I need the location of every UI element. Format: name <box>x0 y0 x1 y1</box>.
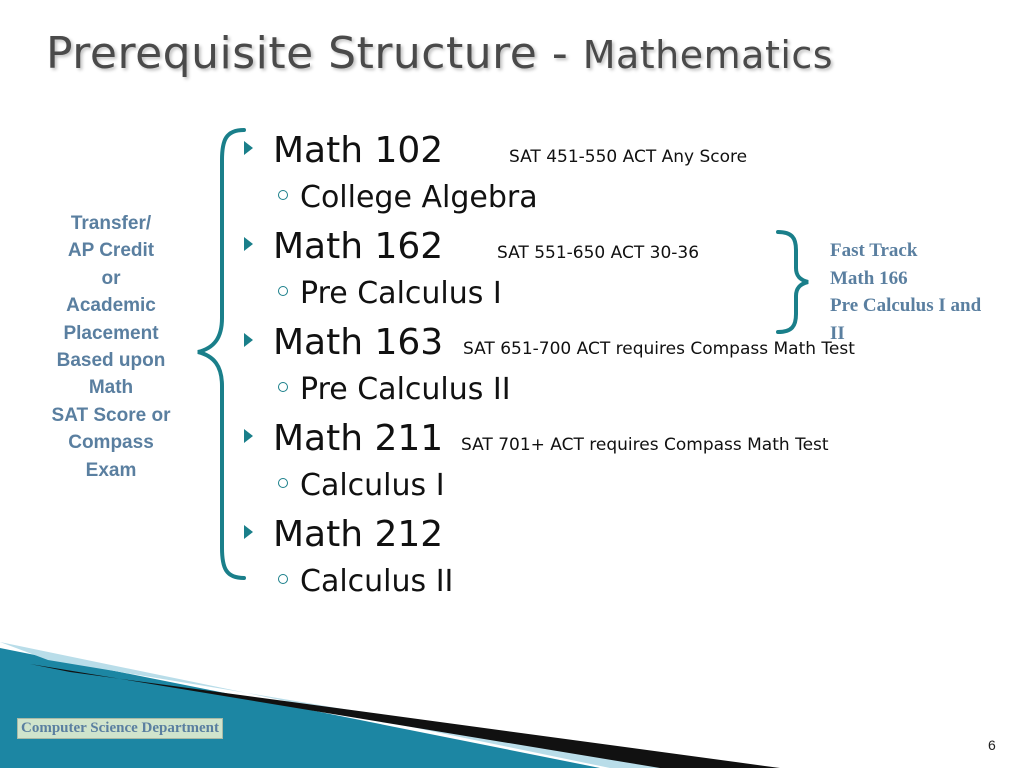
course-requirement: SAT 701+ ACT requires Compass Math Test <box>461 435 829 455</box>
placement-note-line: Academic <box>66 295 156 317</box>
course-item <box>244 322 855 363</box>
course-description-item <box>278 180 538 215</box>
bullet-triangle-icon <box>244 141 253 155</box>
placement-note-line: Placement <box>63 322 159 344</box>
course-name: Math 162 <box>273 226 444 267</box>
course-requirement: SAT 451-550 ACT Any Score <box>509 147 748 167</box>
course-name: Math 212 <box>273 514 444 555</box>
bullet-circle-icon <box>278 382 288 392</box>
bullet-circle-icon <box>278 190 288 200</box>
course-description-item <box>278 372 511 407</box>
course-name: Math 211 <box>273 418 444 459</box>
course-description-item <box>278 276 502 311</box>
placement-note-line: AP Credit <box>67 240 155 262</box>
right-brace <box>778 232 808 332</box>
course-item <box>244 130 747 171</box>
placement-note-line: SAT Score or <box>51 404 171 426</box>
course-description-item <box>278 564 453 599</box>
course-requirement: SAT 651-700 ACT requires Compass Math Test <box>463 339 855 359</box>
course-name: Math 163 <box>273 322 444 363</box>
placement-note-line: Math <box>88 377 134 399</box>
course-description: College Algebra <box>300 180 538 215</box>
bullet-triangle-icon <box>244 333 253 347</box>
course-requirement: SAT 551-650 ACT 30-36 <box>497 243 700 263</box>
placement-note-line: Based upon <box>56 350 166 372</box>
placement-note-line: Exam <box>85 459 137 481</box>
placement-note <box>30 210 192 484</box>
fast-track-note <box>830 237 1020 347</box>
course-name: Math 102 <box>273 130 444 171</box>
course-description: Calculus I <box>300 468 445 503</box>
course-description: Pre Calculus I <box>300 276 502 311</box>
course-item <box>244 226 699 267</box>
course-description: Pre Calculus II <box>300 372 511 407</box>
slide-title: Prerequisite Structure - Mathematics <box>46 28 834 79</box>
bullet-circle-icon <box>278 478 288 488</box>
placement-note-line: Transfer/ <box>70 213 152 234</box>
fast-track-line: II <box>830 322 845 344</box>
bullet-triangle-icon <box>244 429 253 443</box>
course-item <box>244 514 443 555</box>
bullet-triangle-icon <box>244 237 253 251</box>
fast-track-line: Math 166 <box>830 267 908 289</box>
placement-note-line: Compass <box>68 432 154 454</box>
fast-track-line: Fast Track <box>830 240 918 261</box>
bullet-triangle-icon <box>244 525 253 539</box>
fast-track-line: Pre Calculus I and <box>830 295 982 316</box>
bullet-circle-icon <box>278 574 288 584</box>
page-number: 6 <box>988 737 996 753</box>
course-description: Calculus II <box>300 564 454 599</box>
course-item <box>244 418 829 459</box>
bullet-circle-icon <box>278 286 288 296</box>
placement-note-line: or <box>101 267 121 289</box>
left-brace <box>198 130 244 578</box>
course-description-item <box>278 468 445 503</box>
department-label: Computer Science Department <box>17 718 223 739</box>
